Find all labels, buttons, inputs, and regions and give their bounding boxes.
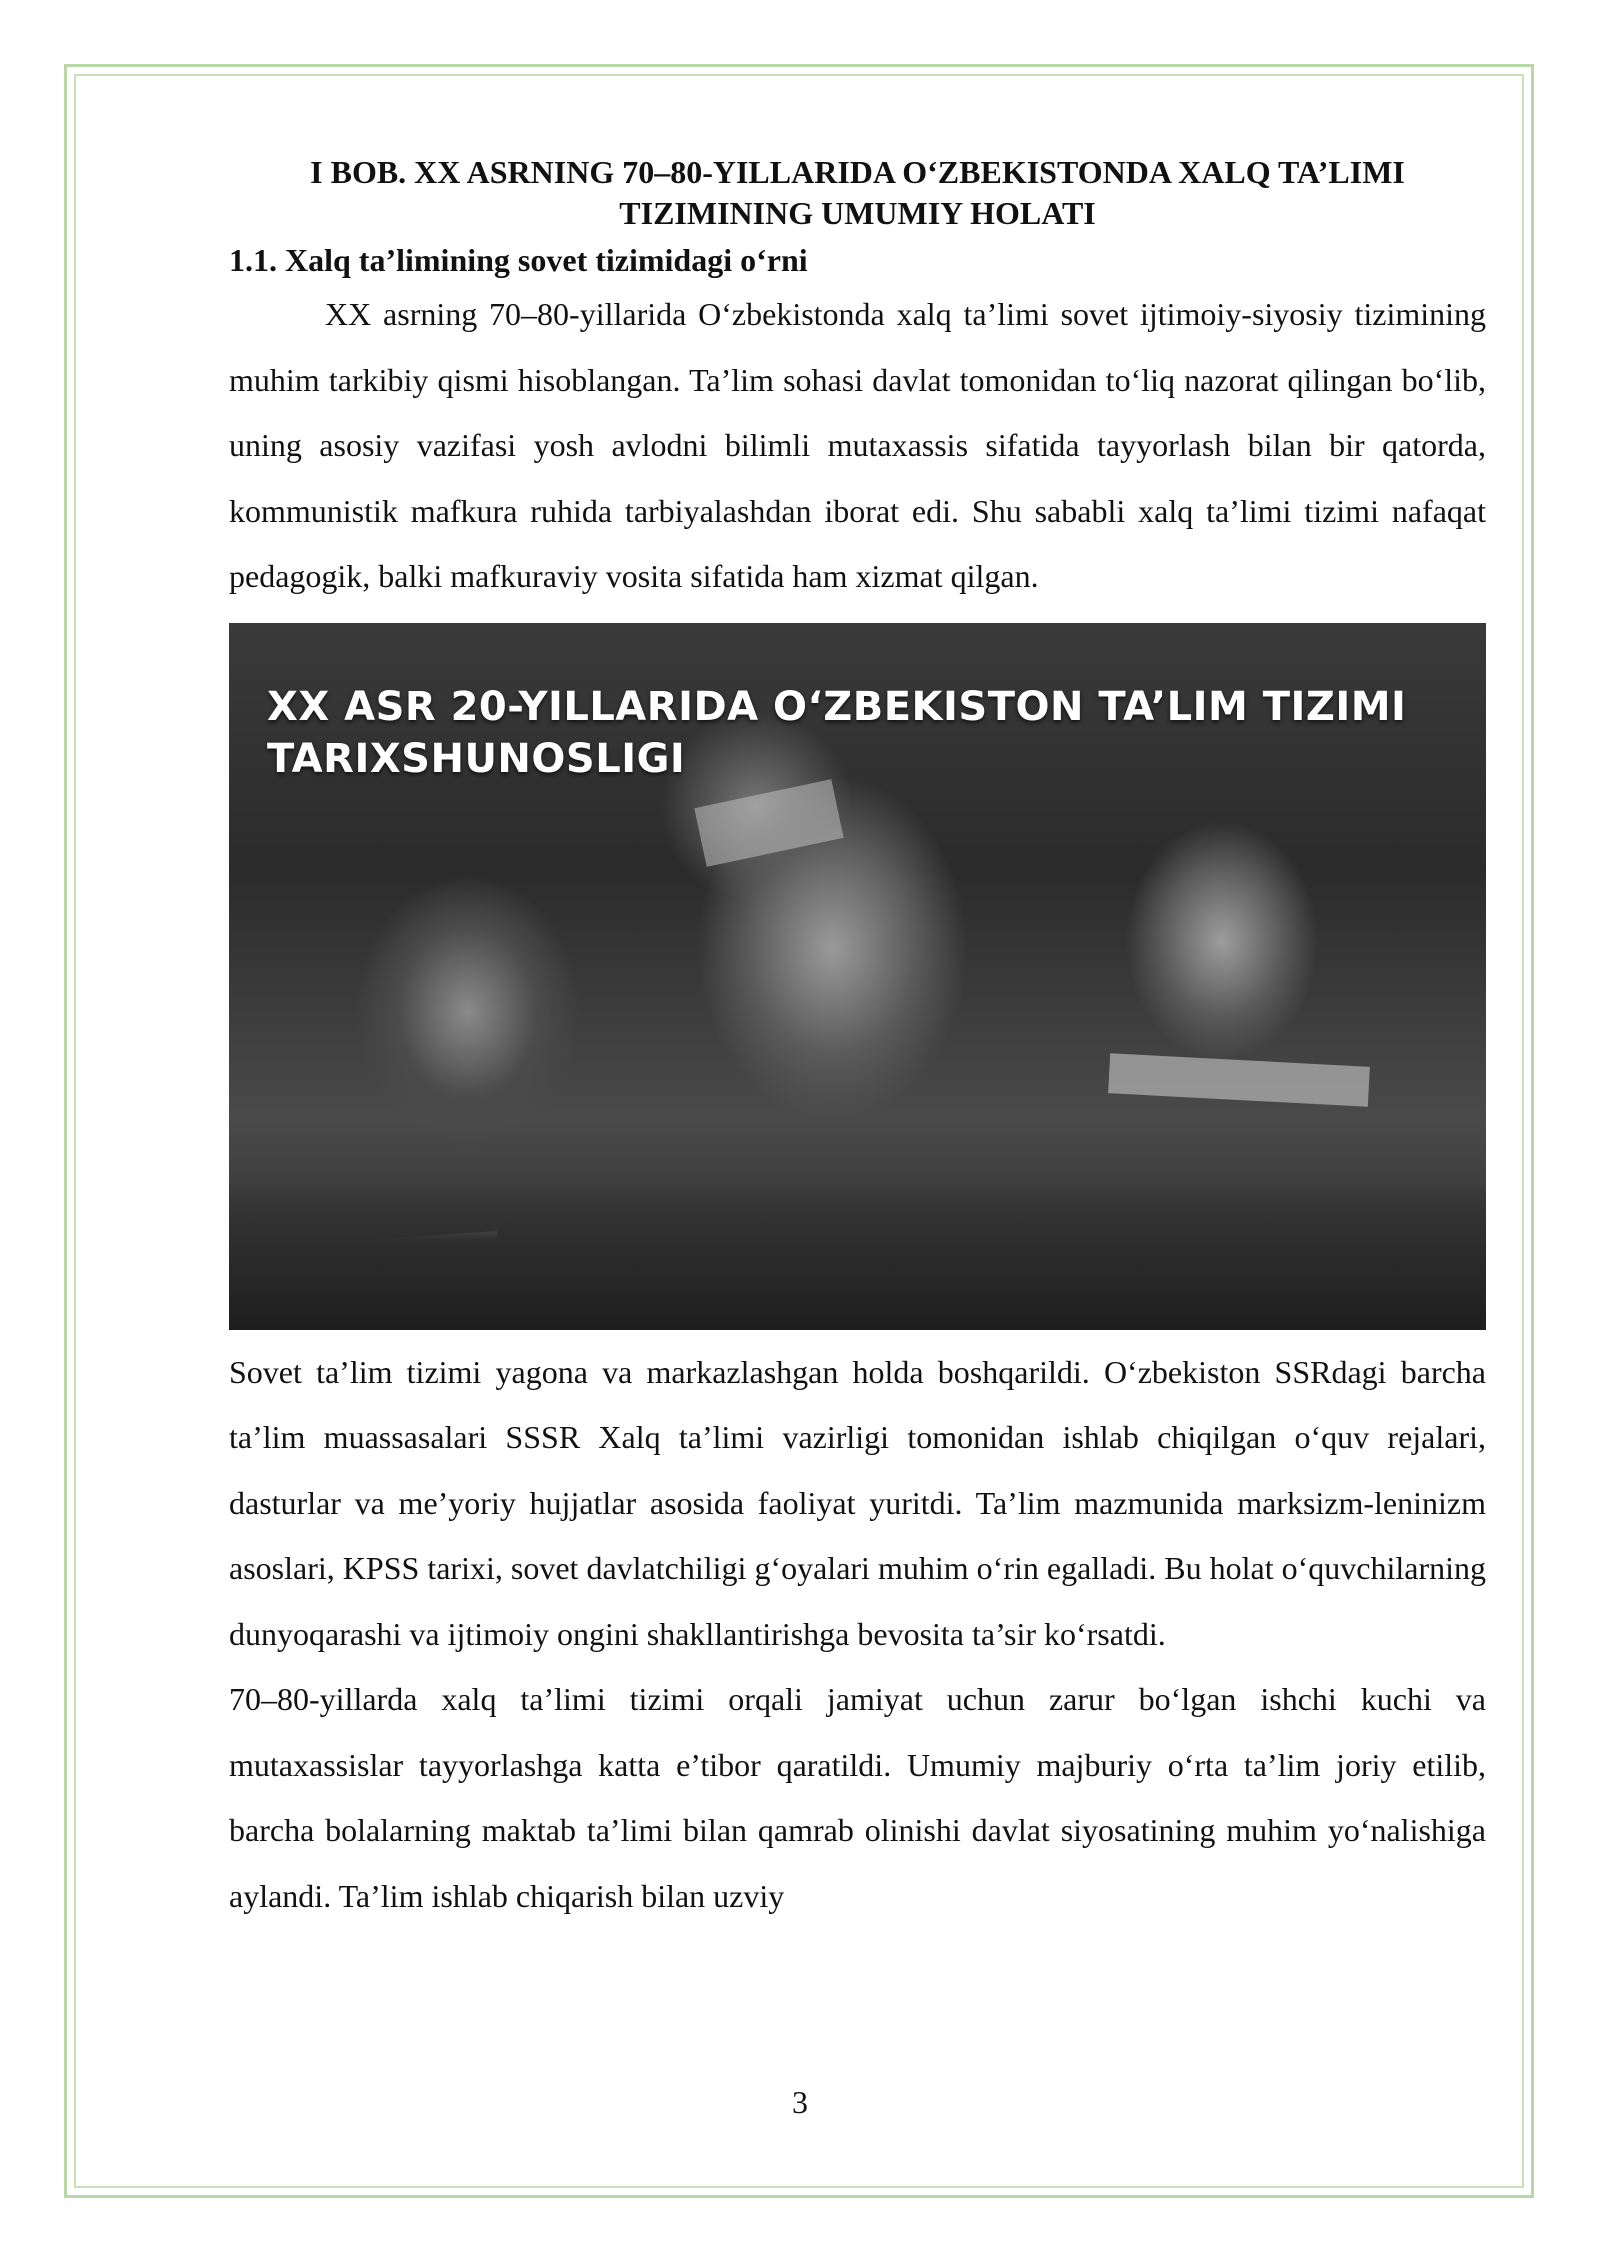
chapter-title: I BOB. XX ASRNING 70–80-YILLARIDA O‘ZBEKISTONDA XALQ TA’LIMI TIZIMINING UMUMIY HOLATI (310, 154, 1405, 231)
paragraph-2: Sovet ta’lim tizimi yagona va markazlashgan holda boshqarildi. O‘zbekiston SSRdagi barcha ta’lim muassasalari SSSR Xalq ta’limi vazirligi tomonidan ishlab chiqilgan o‘quv rejalari, dasturlar va me’yoriy hujjatlar asosida faoliyat yuritdi. Ta’lim mazmunida marksizm-leninizm asoslari, KPSS tarixi, sovet davlatchiligi g‘oyalari muhim o‘rin egalladi. Bu holat o‘quvchilarning dunyoqarashi va ijtimoiy ongini shakllantirishga bevosita ta’sir ko‘rsatdi. (229, 1353, 1486, 1652)
photo-desk (229, 1180, 1486, 1330)
section-title: 1.1. Xalq ta’limining sovet tizimidagi o‘rni (229, 242, 808, 278)
photo-caption (267, 681, 1406, 785)
photo-caption-line-2: TARIXSHUNOSLIGI (267, 735, 686, 782)
page-content (229, 152, 1486, 1929)
photo-caption-line-1: XX ASR 20-YILLARIDA O‘ZBEKISTON TA’LIM TIZIMI (267, 683, 1407, 730)
classroom-photo (229, 623, 1486, 1330)
paragraph-1: XX asrning 70–80-yillarida O‘zbekistonda xalq ta’limi sovet ijtimoiy-siyosiy tizimining muhim tarkibiy qismi hisoblangan. Ta’lim sohasi davlat tomonidan to‘liq nazorat qilingan bo‘lib, uning asosiy vazifasi yosh avlodni bilimli mutaxassis sifatida tayyorlash bilan bir qatorda, kommunistik mafkura ruhida tarbiyalashdan iborat edi. Shu sababli xalq ta’limi tizimi nafaqat pedagogik, balki mafkuraviy vosita sifatida ham xizmat qilgan. (229, 296, 1486, 594)
paragraph-3: 70–80-yillarda xalq ta’limi tizimi orqali jamiyat uchun zarur bo‘lgan ishchi kuchi va mutaxassislar tayyorlashga katta e’tibor qaratildi. Umumiy majburiy o‘rta ta’lim joriy etilib, barcha bolalarning maktab ta’limi bilan qamrab olinishi davlat siyosatining muhim yo‘nalishiga aylandi. Ta’lim ishlab chiqarish bilan uzviy (229, 1681, 1486, 1914)
page-number: 3 (792, 2084, 808, 2120)
